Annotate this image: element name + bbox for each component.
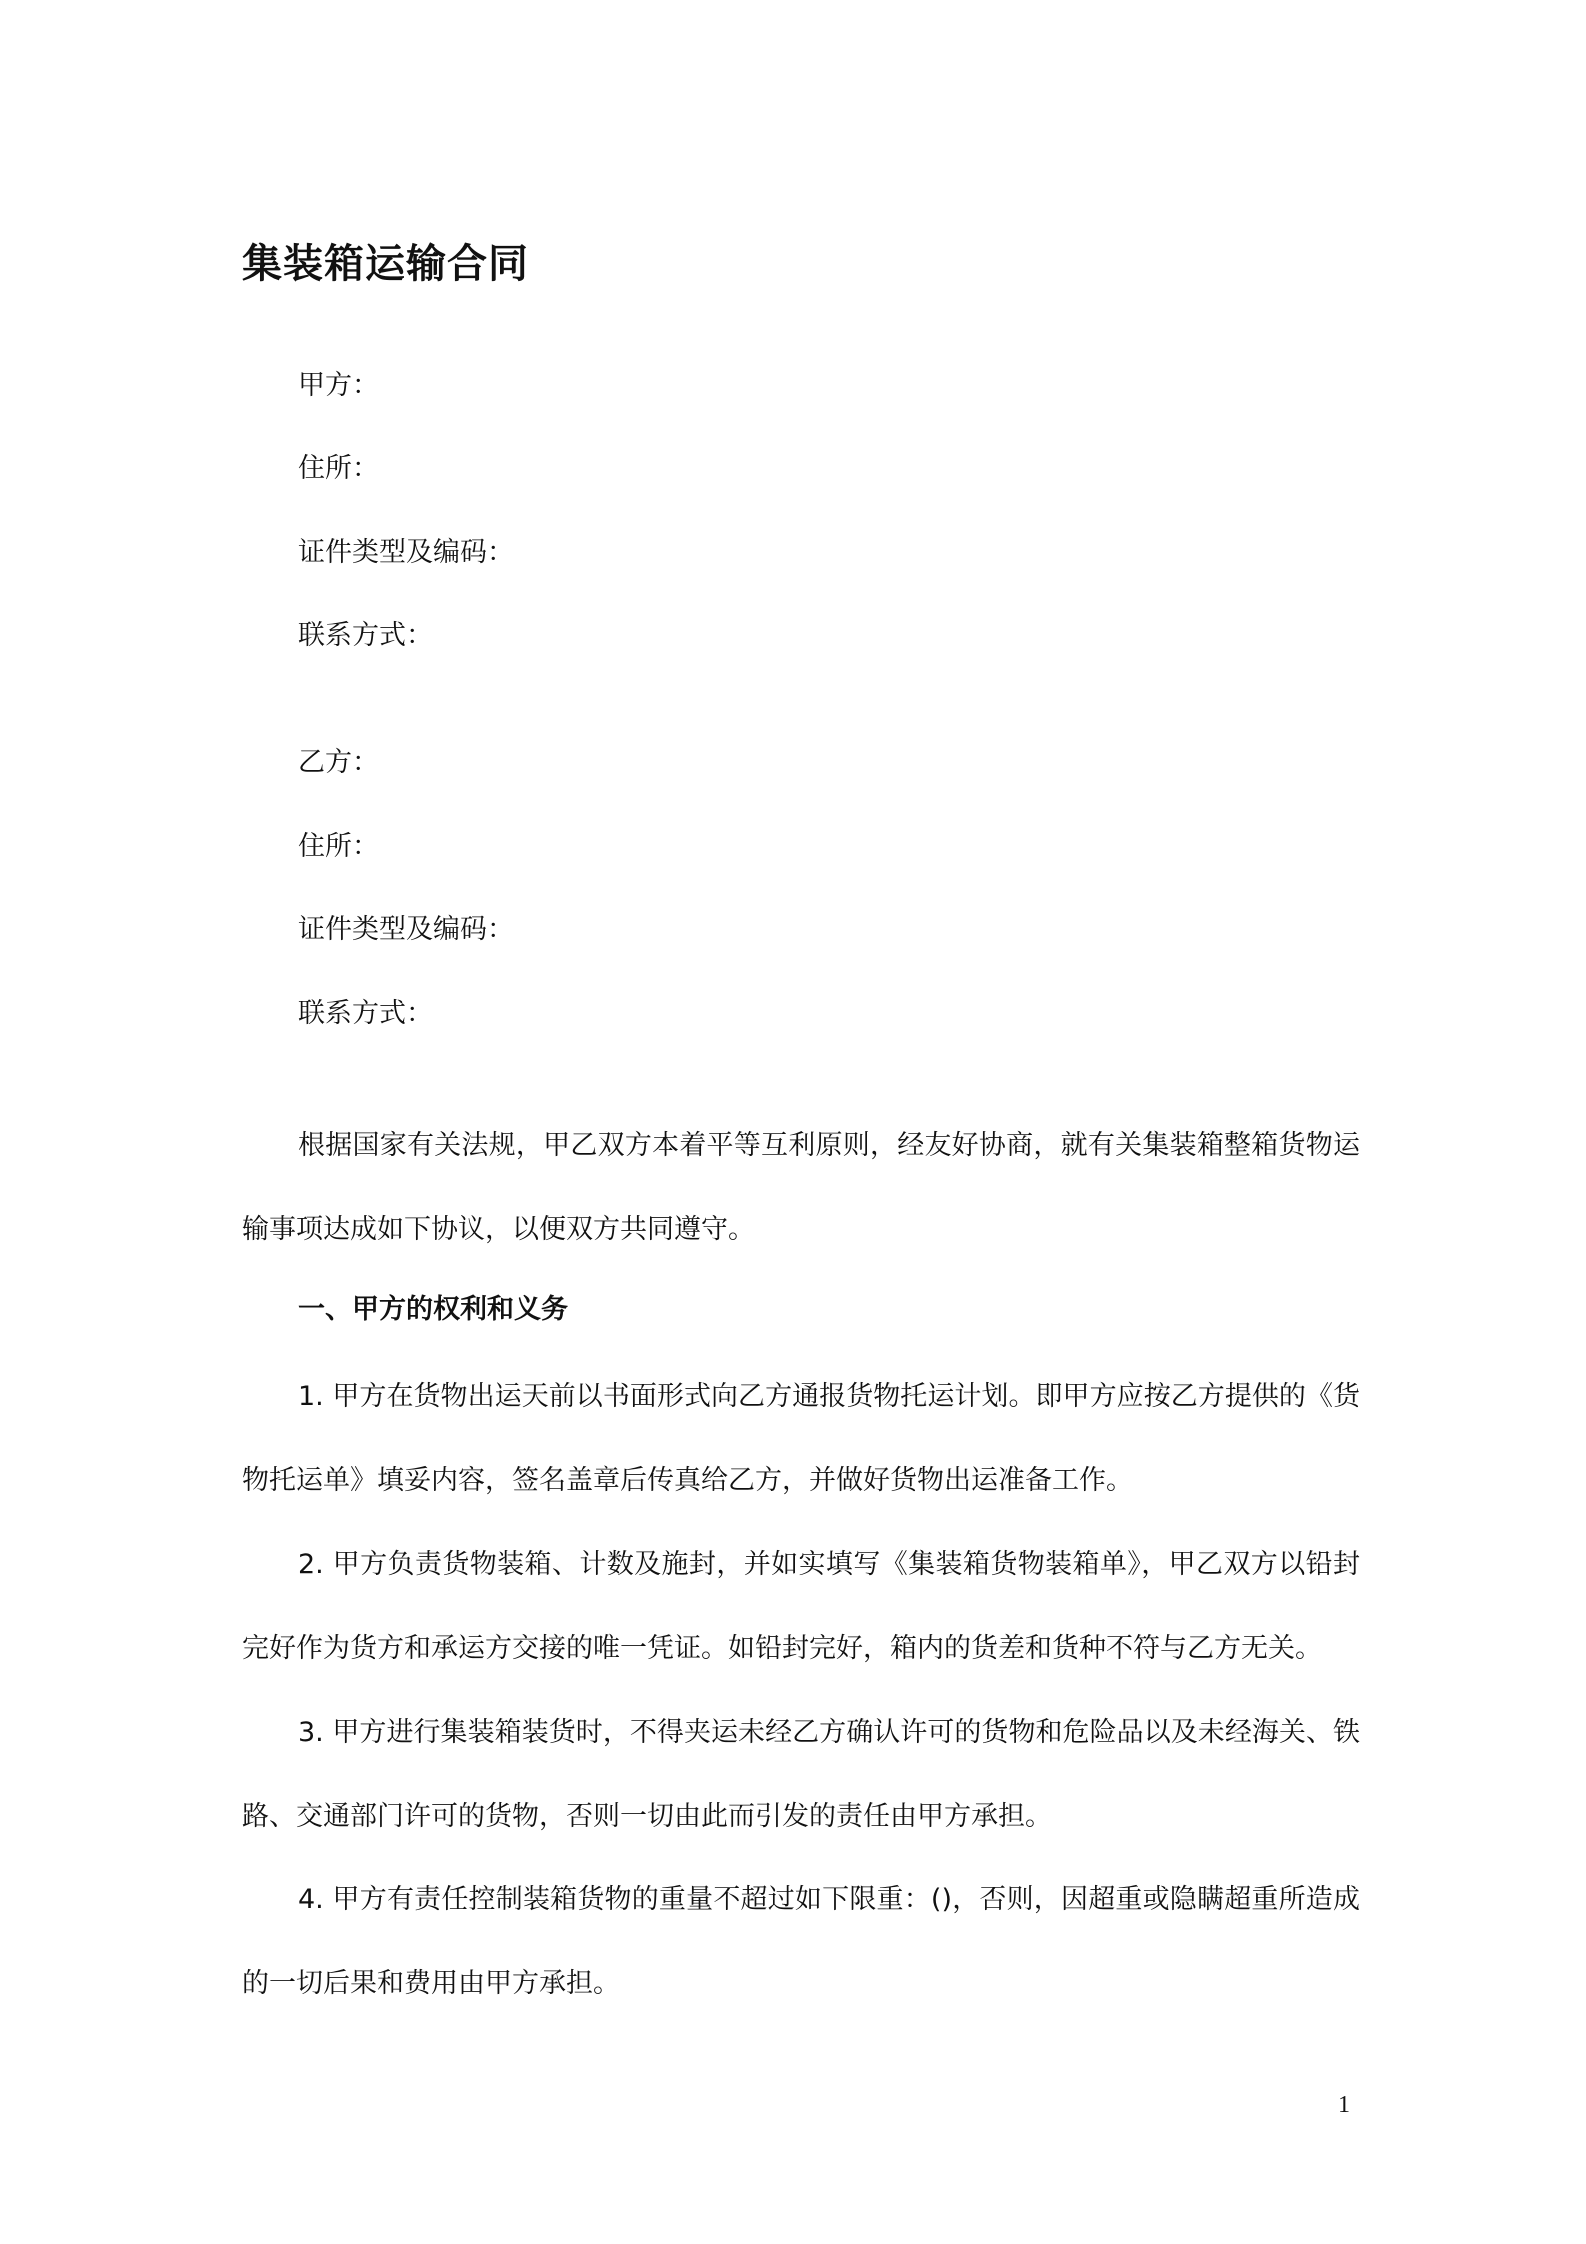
- party-a-name-label: 甲方：: [298, 370, 379, 401]
- party-a-address-label: 住所：: [298, 453, 379, 484]
- clause-1: 1. 甲方在货物出运天前以书面形式向乙方通报货物托运计划。即甲方应按乙方提供的《货物托运单》填妥内容，签名盖章后传真给乙方，并做好货物出运准备工作。: [242, 1381, 1360, 1496]
- party-a-id-label: 证件类型及编码：: [298, 537, 514, 568]
- document-title: 集装箱运输合同: [242, 241, 529, 287]
- section-1-heading: 一、甲方的权利和义务: [298, 1294, 568, 1325]
- party-a-contact-label: 联系方式：: [298, 620, 433, 651]
- clause-2: 2. 甲方负责货物装箱、计数及施封，并如实填写《集装箱货物装箱单》，甲乙双方以铅封完好作为货方和承运方交接的唯一凭证。如铅封完好，箱内的货差和货种不符与乙方无关。: [242, 1549, 1360, 1664]
- clause-4: 4. 甲方有责任控制装箱货物的重量不超过如下限重：()，否则，因超重或隐瞒超重所造成的一切后果和费用由甲方承担。: [242, 1884, 1360, 1999]
- party-b-name-label: 乙方：: [298, 747, 379, 778]
- party-b-address-label: 住所：: [298, 831, 379, 862]
- clause-3: 3. 甲方进行集装箱装货时，不得夹运未经乙方确认许可的货物和危险品以及未经海关、铁路、交通部门许可的货物，否则一切由此而引发的责任由甲方承担。: [242, 1717, 1360, 1832]
- preamble-paragraph: 根据国家有关法规，甲乙双方本着平等互利原则，经友好协商，就有关集装箱整箱货物运输事项达成如下协议，以便双方共同遵守。: [242, 1130, 1360, 1245]
- party-b-id-label: 证件类型及编码：: [298, 914, 514, 945]
- party-b-contact-label: 联系方式：: [298, 998, 433, 1029]
- page-number: 1: [1338, 2092, 1350, 2118]
